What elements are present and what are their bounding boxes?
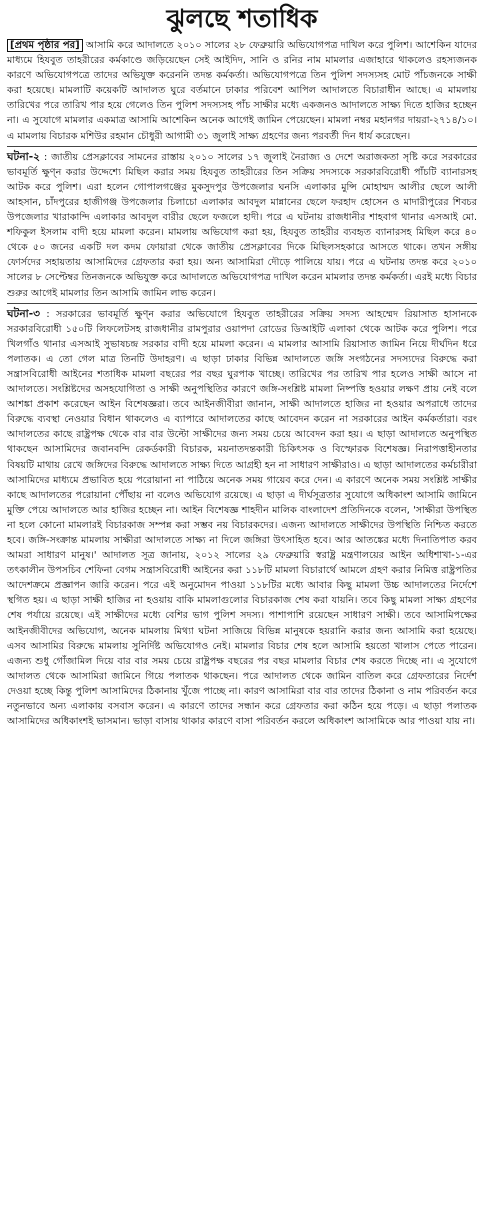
paragraph-incident-3 (7, 307, 477, 730)
article-headline: ঝুলছে শতাধিক (166, 4, 318, 33)
jump-label: [প্রথম পৃষ্ঠার পর] (7, 39, 83, 52)
section-divider (7, 303, 477, 304)
incident-3-text: : সরকারের ভাবমূর্তি ক্ষুণ্ন করার অভিযোগে হিযবুত তাহরীরের সক্রিয় সদস্য আহম্মেদ রিয়াসাত হাসানকে সরকারবিরোধী ১৫০টি লিফলেটসহ রাজধানীর রামপুরার ওয়াপদা রোডের ডিআইটি এলাকা থেকে আটক করে পুলিশ। পরে খিলগাঁও থানার এসআই সুভাষচন্দ্র সরকার বাদী হয়ে মামলা করেন। এ মামলার আসামি রিয়াসাত জামিন নিয়ে দীর্ঘদিন ধরে পলাতক। এ তো গেল মাত্র তিনটি উদাহরণ। এ ছাড়া ঢাকার বিভিন্ন আদালতে জঙ্গি সংগঠনের সদস্যদের বিরুদ্ধে করা সন্ত্রাসবিরোধী আইনের শতাধিক মামলা বছরের পর বছর ঘুরপাক খাচ্ছে। তারিখের পর তারিখ পার হলেও সাক্ষী আসে না আদালতে। সংশ্লিষ্টদের অসহযোগিতা ও সাক্ষী অনুপস্থিতির কারণে জঙ্গি-সংশ্লিষ্ট মামলা নিষ্পত্তি হওয়ার লক্ষণ প্রায় নেই বলে আশঙ্কা প্রকাশ করেছেন আইন বিশেষজ্ঞরা। তবে আইনজীবীরা জানান, সাক্ষী আদালতে হাজির না হওয়ার অপরাধে তাদের বিরুদ্ধে ব্যবস্থা নেওয়ার বিধান থাকলেও এ ব্যাপারে আদালতের কাছে আবেদন করেন না সরকারের আইন কর্মকর্তারা। বরং আদালতের কাছে রাষ্ট্রপক্ষ থেকে বার বার উল্টো সাক্ষীদের জন্য সময় চেয়ে আবেদন করা হয়। এ ছাড়া আদালতে অনুপস্থিত থাকছেন আসামিদের জবানবন্দি রেকর্ডকারী বিচারক, ময়নাতদন্তকারী চিকিৎসক ও বিস্ফোরক বিশেষজ্ঞ। নিরাপত্তাহীনতার বিষয়টি মাথায় রেখে জঙ্গিদের বিরুদ্ধে আদালতে সাক্ষ্য দিতে আগ্রহী হন না সাধারণ সাক্ষীরাও। এ ছাড়া আদালতের কর্মচারীরা আসামিদের মাধ্যমে প্রভাবিত হয়ে পরোয়ানা না পাঠিয়ে অনেক সময় গায়েব করে দেন। এ কারণে অনেক সময় সংশ্লিষ্ট সাক্ষীর কাছে আদালতের পরোয়ানা পৌঁছায় না বলেও অভিযোগ রয়েছে। এ ছাড়া এ দীর্ঘসূত্রতার সুযোগে অধিকাংশ আসামি জামিনে মুক্তি পেয়ে আদালতে আর হাজির হচ্ছেন না। আইন বিশেষজ্ঞ শাহদীন মালিক বাংলাদেশ প্রতিদিনকে বলেন, 'সাক্ষীরা উপস্থিত না হলে কোনো মামলারই বিচারকাজ সম্পন্ন করা সম্ভব নয় বিচারকদের। এজন্য আদালতে সাক্ষীদের উপস্থিতি নিশ্চিত করতে হবে। জঙ্গি-সংক্রান্ত মামলায় সাক্ষীরা আদালতে সাক্ষ্য না দিলে জঙ্গিরা উৎসাহিত হবে। আর আতঙ্কের মধ্যে দিনাতিপাত করব আমরা সাধারণ মানুষ।' আদালত সূত্র জানায়, ২০১২ সালের ২৯ ফেব্রুয়ারি স্বরাষ্ট্র মন্ত্রণালয়ের আইন অধিশাখা-১-এর তৎকালীন উপসচিব শেফিনা বেগম সন্ত্রাসবিরোধী আইনের করা ১১৮টি মামলা বিচারার্থে আমলে গ্রহণ করার নিমিত্ত রাষ্ট্রপতির আদেশক্রমে প্রজ্ঞাপন জারি করেন। পরে এই অনুমোদন পাওয়া ১১৮টির মধ্যে আবার কিছু মামলা উচ্চ আদালতের নির্দেশে স্থগিত হয়। এ ছাড়া সাক্ষী হাজির না হওয়ায় বাকি মামলাগুলোর বিচারকাজ শেষ করা যায়নি। তবে কিছু মামলা সাক্ষ্য গ্রহণের শেষ পর্যায়ে রয়েছে। এই সাক্ষীদের মধ্যে বেশির ভাগ পুলিশ সদস্য। পাশাপাশি রয়েছেন সাধারণ সাক্ষী। তবে আসামিপক্ষের আইনজীবীদের অভিযোগ, অনেক মামলায় মিথ্যা ঘটনা সাজিয়ে বিভিন্ন মানুষকে হয়রানি করার জন্য আসামি করা হয়েছে। এসব আসামির বিরুদ্ধে মামলায় সুনির্দিষ্ট অভিযোগও নেই। মামলার বিচার শেষ হলে আসামি হয়তো খালাস পেতে পারেন। এজন্য শুধু গোঁজামিল দিয়ে বার বার সময় চেয়ে রাষ্ট্রপক্ষ বছরের পর বছর মামলার বিচার শেষ করতে দিচ্ছে না। এ সুযোগে আদালত থেকে আসামিরা জামিনে গিয়ে পলাতক থাকছেন। পরে আদালত থেকে জামিন বাতিল করে গ্রেফতারের নির্দেশ দেওয়া হচ্ছে কিন্তু পুলিশ আসামিদের ঠিকানায় খুঁজে পাচ্ছে না। কারণ আসামিরা বার বার তাদের ঠিকানা ও নাম পরিবর্তন করে নতুনভাবে অন্য এলাকায় বসবাস করেন। এ কারণে তাদের সন্ধান করে গ্রেফতার করা কঠিন হয়ে পড়ে। এ ছাড়া পলাতক আসামিদের অধিকাংশই ভাসমান। ভাড়া বাসায় থাকার কারণে বাসা পরিবর্তন করলে অধিকাংশ আসামিকে আর পাওয়া যায় না। (7, 308, 477, 728)
article-body (7, 38, 477, 729)
incident-2-label: ঘটনা-২ (7, 150, 40, 163)
paragraph-incident-2 (7, 150, 477, 301)
incident-3-label: ঘটনা-৩ (7, 307, 40, 320)
section-divider (7, 146, 477, 147)
paragraph-continuation (7, 38, 477, 144)
paragraph-continuation-text: আসামি করে আদালতে ২০১০ সালের ২৮ ফেব্রুয়ারি অভিযোগপত্র দাখিল করে পুলিশ। আশেকিন যাদের মাধ্যমে হিযবুত তাহরীরের কর্মকাণ্ডে জড়িয়েছেন সেই আইদিদ, সানি ও রনির নাম মামলার এজাহারে থাকলেও রহস্যজনক কারণে অভিযোগপত্রে তাদের অভিযুক্ত করেননি তদন্ত কর্মকর্তা। অভিযোগপত্রে তিন পুলিশ সদস্যসহ মোট পাঁচজনকে সাক্ষী করা হয়েছে। মামলাটি কয়েকটি আদালত ঘুরে বর্তমানে ঢাকার পরিবেশ আপিল আদালতে বিচারাধীন আছে। এ মামলায় তারিখের পরে তারিখ পার হয়ে গেলেও তিন পুলিশ সদস্যসহ পাঁচ সাক্ষীর মধ্যে একজনও আদালতে সাক্ষ্য দিতে হাজির হচ্ছেন না। এ সুযোগে মামলার একমাত্র আসামি আশেকিন অনেক আগেই জামিন পেয়েছেন। মামলা নম্বর মহানগর দায়রা-২৭১৪/১০। এ মামলায় বিচারক মশিউর রহমান চৌধুরী আগামী ৩১ জুলাই সাক্ষ্য গ্রহণের জন্য পরবর্তী দিন ধার্য করেছেন। (7, 40, 477, 142)
incident-2-text: : জাতীয় প্রেসক্লাবের সামনের রাস্তায় ২০১০ সালের ১৭ জুলাই নৈরাজ্য ও দেশে অরাজকতা সৃষ্টি করে সরকারের ভাবমূর্তি ক্ষুণ্ন করার উদ্দেশ্যে মিছিল করার সময় হিযবুত তাহরীরের তিন সক্রিয় সদস্যকে সরকারবিরোধী পাঁচটি ব্যানারসহ আটক করে পুলিশ। এরা হলেন গোপালগঞ্জের মুকসুদপুর উপজেলার ঘনসি এলাকার মুন্সি মোহাম্মদ আলীর ছেলে আলী আহসান, চাঁদপুরের হাজীগঞ্জ উপজেলার চিলাচো এলাকার আবদুল মান্নানের ছেলে ফরহাদ হোসেন ও মাদারীপুরের শিবচর উপজেলার খারাকান্দি এলাকার আবদুল বারীর ছেলে ফজলে হাদী। পরে এ ঘটনায় রাজধানীর শাহবাগ থানার এসআই মো. শফিকুল ইসলাম বাদী হয়ে মামলা করেন। মামলায় অভিযোগ করা হয়, হিযবুত তাহরীর ব্যবহৃত ব্যানারসহ মিছিল করে ৪০ থেকে ৫০ জনের একটি দল কদম ফোয়ারা থেকে জাতীয় প্রেসক্লাবের দিকে মিছিলসহকারে আসতে থাকে। তখন সঙ্গীয় ফোর্সদের সহায়তায় আসামিদের গ্রেফতার করা হয়। অন্য আসামিরা দৌড়ে পালিয়ে যায়। পরে এ ঘটনায় তদন্ত করে ২০১০ সালের ৮ সেপ্টেম্বর তিনজনকে অভিযুক্ত করে আদালতে অভিযোগপত্র দাখিল করেন মামলার তদন্ত কর্মকর্তা। এরই মধ্যে বিচার শুরুর আগেই মামলার তিন আসামি জামিন লাভ করেন। (7, 151, 477, 299)
